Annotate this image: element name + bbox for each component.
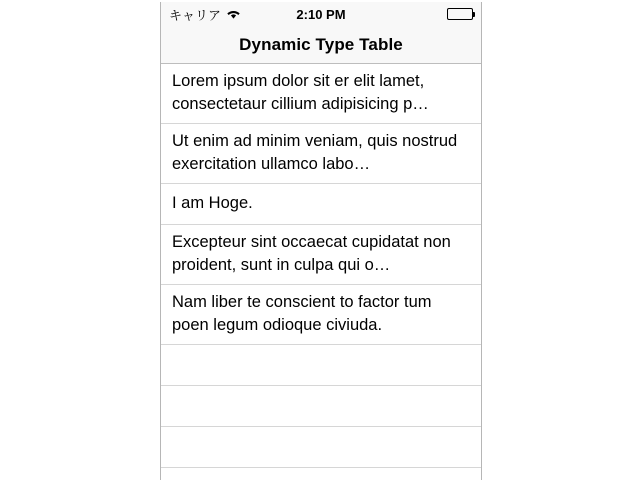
battery-full-icon — [447, 8, 473, 20]
table-row[interactable] — [161, 285, 481, 345]
status-bar-right — [447, 8, 473, 20]
navigation-bar — [161, 26, 481, 64]
table-row[interactable] — [161, 124, 481, 184]
table-row[interactable] — [161, 225, 481, 285]
table-cell-label: Ut enim ad minim veniam, quis nostrud exercitation ullamco labo… — [172, 132, 462, 173]
table-cell-label: Lorem ipsum dolor sit er elit lamet, consectetaur cillium adipisicing p… — [172, 72, 429, 113]
ios-simulator-window — [160, 2, 482, 480]
table-cell-label: Nam liber te conscient to factor tum poen legum odioque civiuda. — [172, 293, 437, 334]
table-row[interactable] — [161, 386, 481, 427]
table-cell-label: Excepteur sint occaecat cupidatat non proident, sunt in culpa qui o… — [172, 233, 456, 274]
table-row[interactable] — [161, 184, 481, 225]
status-bar-time: 2:10 PM — [296, 6, 346, 22]
table-row[interactable] — [161, 468, 481, 480]
dynamic-type-table[interactable] — [161, 64, 481, 480]
table-row[interactable] — [161, 427, 481, 468]
status-bar-left — [169, 5, 241, 24]
table-cell-label: I am Hoge. — [172, 194, 253, 212]
table-row[interactable] — [161, 345, 481, 386]
wifi-icon — [226, 8, 241, 20]
status-bar — [161, 2, 481, 26]
carrier-label: キャリア — [169, 7, 222, 23]
table-row[interactable] — [161, 64, 481, 124]
page-title: Dynamic Type Table — [239, 34, 403, 54]
